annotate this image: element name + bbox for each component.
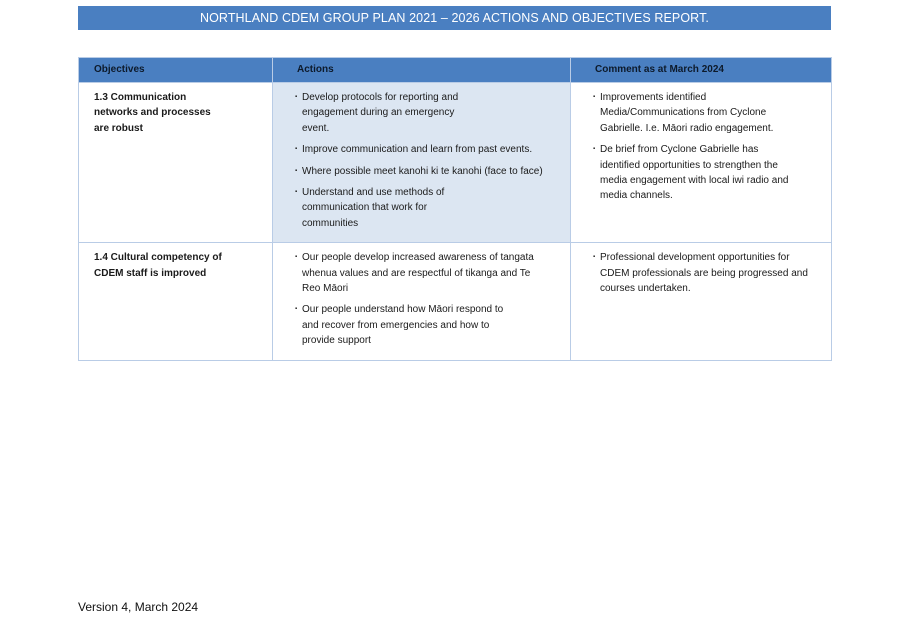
objective-cell: [79, 83, 273, 243]
comments-list: [594, 250, 821, 296]
header-comment: Comment as at March 2024: [571, 58, 832, 83]
list-item: ▪ Develop protocols for reporting and engagement during an emergency event.: [296, 90, 472, 136]
comments-cell: [571, 83, 832, 243]
list-item: ▪ Understand and use methods of communication that work for communities: [296, 185, 452, 231]
list-item: ▪ Where possible meet kanohi ki te kanohi (face to face): [296, 164, 560, 179]
list-item: ▪ Our people develop increased awareness of tangata whenua values and are respectful of tikanga and Te Reo Māori: [296, 250, 542, 296]
objective-cell: [79, 243, 273, 360]
list-item: ▪ Our people understand how Māori respond to and recover from emergencies and how to provide support: [296, 302, 517, 348]
objective-text: 1.4 Cultural competency of CDEM staff is improved: [94, 252, 222, 279]
objectives-table: [78, 57, 832, 361]
actions-list: [296, 90, 560, 231]
list-item: ▪ Improvements identified Media/Communications from Cyclone Gabrielle. I.e. Māori radio engagement.: [594, 90, 795, 136]
list-item: ▪ Improve communication and learn from past events.: [296, 142, 560, 157]
version-footer: Version 4, March 2024: [78, 600, 199, 614]
list-item: ▪ Professional development opportunities for CDEM professionals are being progressed and courses undertaken.: [594, 250, 815, 296]
actions-cell: [273, 83, 571, 243]
comments-list: [594, 90, 821, 204]
table-row: [79, 243, 832, 360]
header-objectives: Objectives: [79, 58, 273, 83]
actions-list: [296, 250, 560, 348]
objective-text: 1.3 Communication networks and processes are robust: [94, 92, 211, 134]
comments-cell: [571, 243, 832, 360]
table-header-row: [79, 58, 832, 83]
report-title: NORTHLAND CDEM GROUP PLAN 2021 – 2026 ACTIONS AND OBJECTIVES REPORT.: [78, 6, 831, 30]
header-actions: Actions: [273, 58, 571, 83]
list-item: ▪ De brief from Cyclone Gabrielle has identified opportunities to strengthen the media engagement with local iwi radio and media channels.: [594, 142, 800, 204]
actions-cell: [273, 243, 571, 360]
table-row: [79, 83, 832, 243]
